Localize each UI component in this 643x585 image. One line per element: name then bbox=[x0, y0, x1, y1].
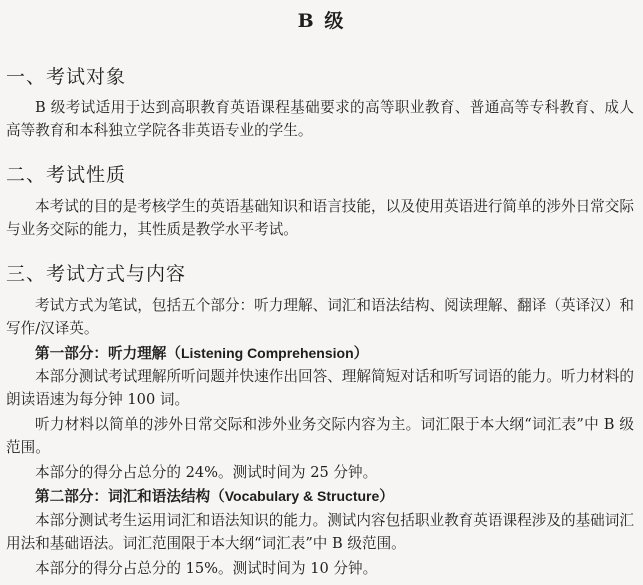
paragraph-part1-description: 本部分测试考试理解所听问题并快速作出回答、理解简短对话和听写词语的能力。听力材料的朗读语速为每分钟 100 词。 bbox=[6, 368, 634, 408]
part1-label-cn: 第一部分：听力理解（ bbox=[35, 345, 181, 362]
subheading-part2 bbox=[35, 485, 394, 508]
paragraph-part2-score: 本部分的得分占总分的 15%。测试时间为 10 分钟。 bbox=[35, 560, 378, 577]
section-heading-exam-format: 三、考试方式与内容 bbox=[6, 263, 187, 285]
paragraph-part1-score: 本部分的得分占总分的 24%。测试时间为 25 分钟。 bbox=[35, 464, 378, 481]
paragraph-part1-material: 听力材料以简单的涉外日常交际和涉外业务交际内容为主。词汇限于本大纲“词汇表”中 B 级范围。 bbox=[6, 416, 634, 456]
part2-label-cn: 第二部分：词汇和语法结构（ bbox=[35, 488, 225, 505]
paragraph-exam-nature: 本考试的目的是考核学生的英语基础知识和语言技能，以及使用英语进行简单的涉外日常交际与业务交际的能力，其性质是教学水平考试。 bbox=[6, 198, 634, 238]
part1-label-en: Listening Comprehension bbox=[180, 345, 354, 361]
paragraph-exam-target: B 级考试适用于达到高职教育英语课程基础要求的高等职业教育、普通高等专科教育、成人高等教育和本科独立学院各非英语专业的学生。 bbox=[6, 99, 634, 139]
part2-label-en: Vocabulary & Structure bbox=[224, 488, 380, 504]
part2-label-close: ） bbox=[379, 488, 394, 505]
paragraph-exam-format-intro: 考试方式为笔试，包括五个部分：听力理解、词汇和语法结构、阅读理解、翻译（英译汉）和写作/汉译英。 bbox=[6, 297, 634, 337]
section-heading-exam-target: 一、考试对象 bbox=[6, 66, 127, 88]
subheading-part1 bbox=[35, 342, 368, 365]
page-title: B 级 bbox=[297, 10, 346, 32]
paragraph-part2-description: 本部分测试考生运用词汇和语法知识的能力。测试内容包括职业教育英语课程涉及的基础词汇用法和基础语法。词汇范围限于本大纲“词汇表”中 B 级范围。 bbox=[6, 512, 634, 552]
section-heading-exam-nature: 二、考试性质 bbox=[6, 164, 127, 186]
part1-label-close: ） bbox=[353, 345, 369, 362]
